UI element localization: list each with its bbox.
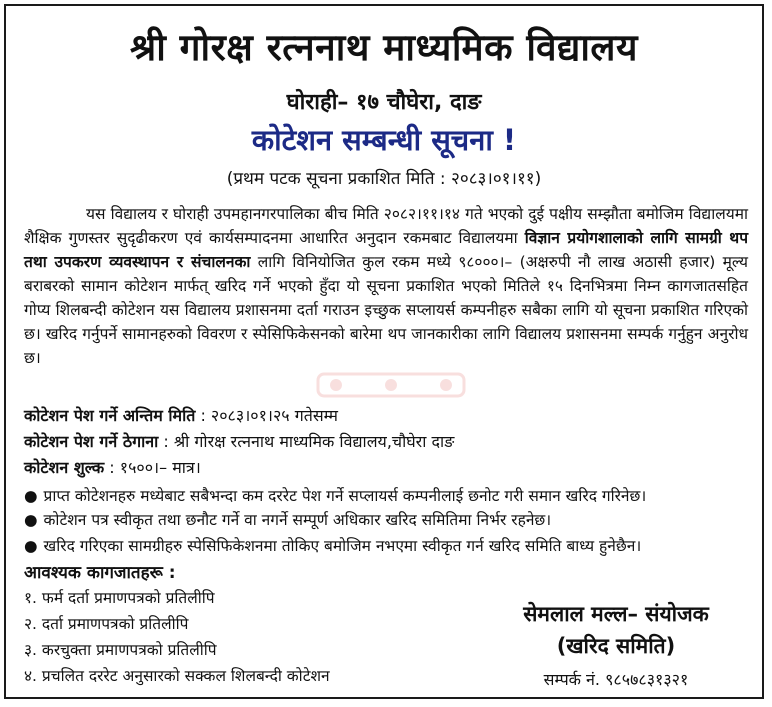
condition-item xyxy=(24,508,748,530)
bullet-icon: ● xyxy=(24,511,38,529)
place-row xyxy=(24,430,748,452)
documents-heading: आवश्यक कागजातहरू : xyxy=(24,563,176,583)
condition-item xyxy=(24,484,748,506)
signatory-committee: (खरिद समिति) xyxy=(556,634,676,658)
school-name: श्री गोरक्ष रत्ननाथ माध्यमिक विद्यालय xyxy=(130,26,638,69)
condition-text: कोटेशन पत्र स्वीकृत तथा छनौट गर्ने वा नगर्ने सम्पूर्ण अधिकार खरिद समितिमा निर्भर रहनेछ। xyxy=(43,511,552,529)
document-item: १. फर्म दर्ता प्रमाणपत्रको प्रतिलीपि xyxy=(24,589,215,607)
document-item: २. दर्ता प्रमाणपत्रको प्रतिलीपि xyxy=(24,615,189,633)
fee-row xyxy=(24,456,748,478)
bullet-icon: ● xyxy=(24,487,38,505)
document-item: ३. करचुक्ता प्रमाणपत्रको प्रतिलीपि xyxy=(24,641,217,659)
fee-value: : १५००।– मात्र। xyxy=(104,458,201,477)
condition-item xyxy=(24,534,748,556)
contact-number: सम्पर्क नं. ९८५७८३१३२१ xyxy=(543,670,689,689)
document-item: ४. प्रचलित दररेट अनुसारको सक्कल शिलबन्दी कोटेशन xyxy=(24,667,330,685)
condition-text: प्राप्त कोटेशनहरु मध्येबाट सबैभन्दा कम दररेट पेश गर्ने सप्लायर्स कम्पनीलाई छनोट गरी समान खरिद गरिनेछ। xyxy=(43,487,647,505)
deadline-label: कोटेशन पेश गर्ने अन्तिम मिति xyxy=(24,406,196,425)
body-text-part2: लागि विनियोजित कुल रकम मध्ये ९८०००।– (अक्षरुपी नौ लाख अठासी हजार) मूल्य बराबरको सामान कोटेशन मार्फत् खरिद गर्ने भएको हुँदा यो सूचना प्रकाशित भएको मितिले १५ दिनभित्रमा निम्न कागजातसहित गोप्य शिलबन्दी कोटेशन यस विद्यालय प्रशासनमा दर्ता गराउन इच्छुक सप्लायर्स कम्पनीहरु सबैका लागि यो सूचना प्रकाशित गरिएको छ। खरिद गर्नुपर्ने सामानहरुको विवरण र स्पेसिफिकेसनको बारेमा थप जानकारीका लागि विद्यालय प्रशासनमा सम्पर्क गर्नुहुन अनुरोध छ। xyxy=(24,253,749,367)
place-value: : श्री गोरक्ष रत्ननाथ माध्यमिक विद्यालय,चौघेरा दाङ xyxy=(158,432,455,451)
place-label: कोटेशन पेश गर्ने ठेगाना xyxy=(24,432,159,451)
notice-title: कोटेशन सम्बन्धी सूचना ! xyxy=(251,123,517,157)
signatory-name: सेमलाल मल्ल– संयोजक xyxy=(523,602,709,626)
bullet-icon: ● xyxy=(24,537,38,555)
watermark-logo xyxy=(316,368,466,402)
body-text-bold: विज्ञान प्रयोगशालाको लागि सामग्री थप तथा उपकरण व्यवस्थापन र संचालनका xyxy=(24,229,748,271)
notice-panel xyxy=(4,4,764,699)
body-text-part1: यस विद्यालय र घोराही उपमहानगरपालिका बीच मिति २०८२।११।१४ गते भएको दुई पक्षीय सम्झौता बमोजिम विद्यालयमा शैक्षिक गुणस्तर सुदृढीकरण एवं कार्यसम्पादनमा आधारित अनुदान रकमबाट विद्यालयमा xyxy=(24,205,748,247)
school-address: घोराही– १७ चौघेरा, दाङ xyxy=(286,90,482,115)
deadline-row xyxy=(24,404,748,426)
notice-body xyxy=(24,202,748,370)
fee-label: कोटेशन शुल्क xyxy=(24,458,105,477)
publication-date: (प्रथम पटक सूचना प्रकाशित मिति : २०८३।०१।११) xyxy=(226,169,542,189)
deadline-value: : २०८३।०१।२५ गतेसम्म xyxy=(195,406,338,425)
condition-text: खरिद गरिएका सामग्रीहरु स्पेसिफिकेशनमा तोकिए बमोजिम नभएमा स्वीकृत गर्न खरिद समिति बाध्य हुनेछैन। xyxy=(43,537,642,555)
